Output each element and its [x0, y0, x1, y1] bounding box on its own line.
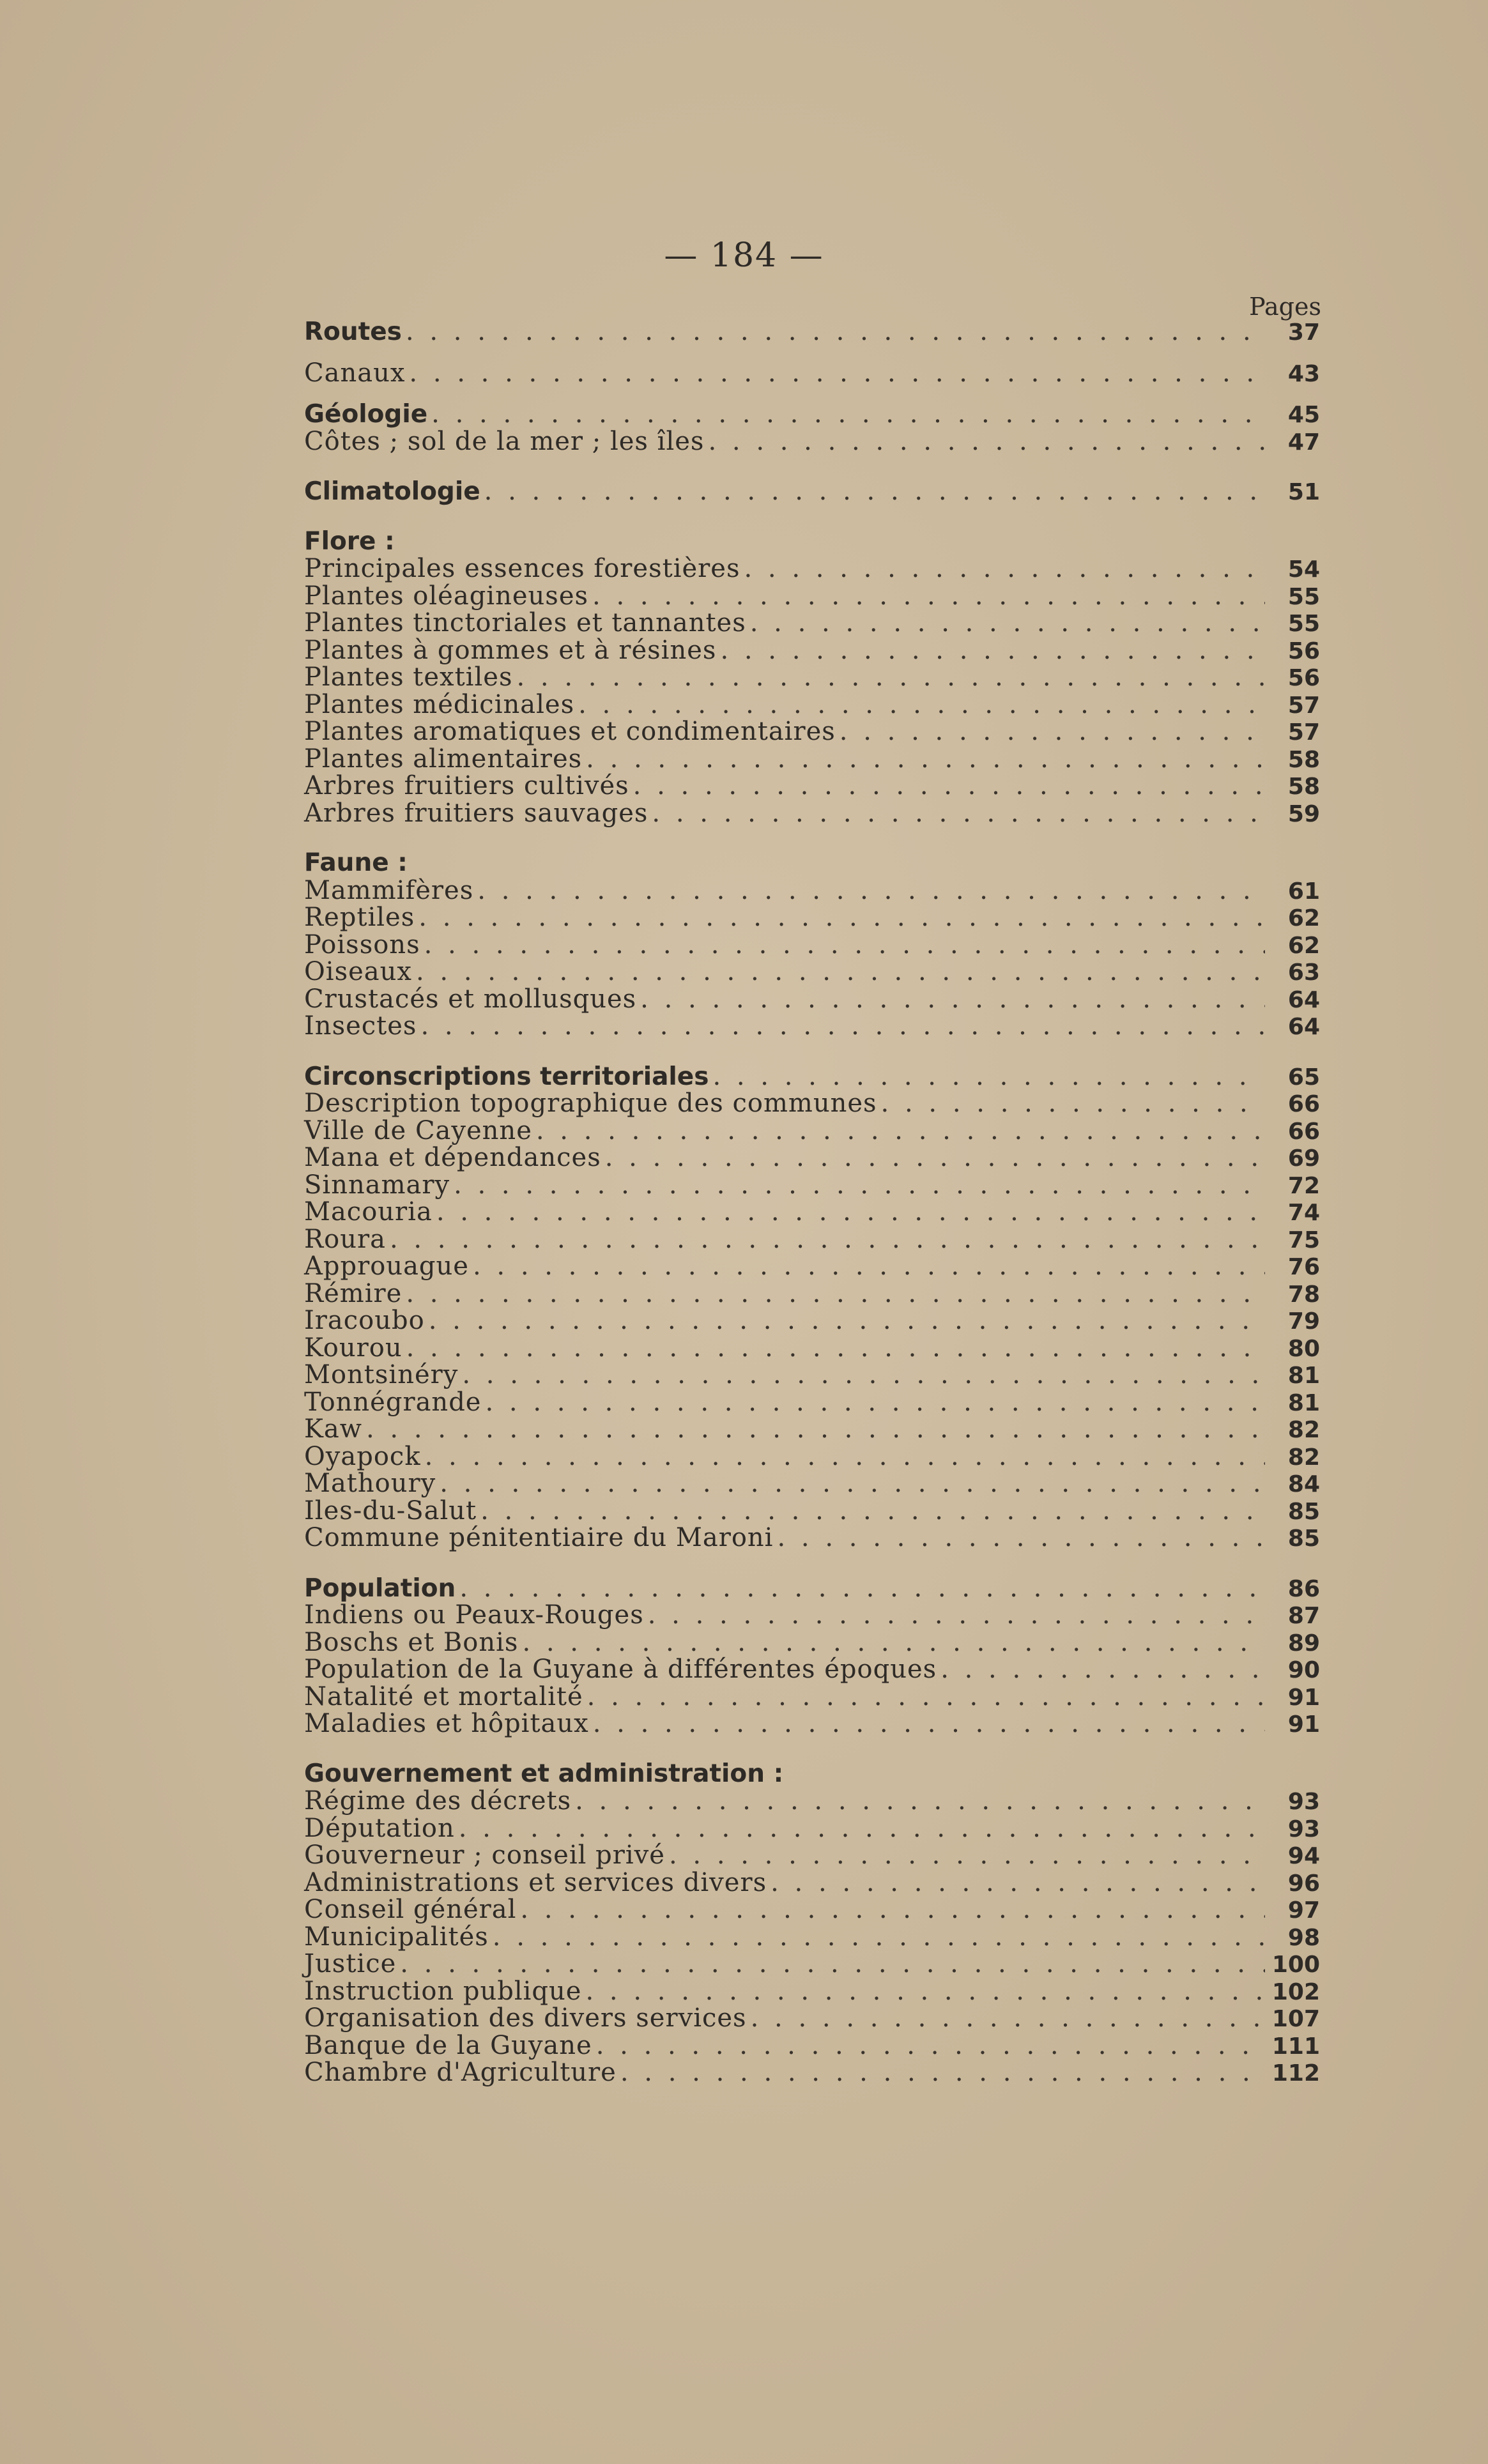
- entry-title: Population de la Guyane à différentes époques: [304, 1655, 937, 1684]
- dot-leader: [586, 746, 1265, 773]
- entry-title: Mathoury: [304, 1469, 436, 1498]
- entry-title: Reptiles: [304, 903, 415, 932]
- dot-leader: [420, 1013, 1265, 1040]
- toc-entry: [304, 1013, 1320, 1040]
- entry-page-number: 94: [1287, 1843, 1320, 1869]
- dot-leader: [390, 1226, 1265, 1253]
- dot-leader: [640, 986, 1265, 1013]
- entry-title: Justice: [304, 1949, 397, 1978]
- entry-title: Mammifères: [304, 875, 474, 905]
- dot-leader: [520, 1896, 1265, 1924]
- entry-page-number: 61: [1287, 878, 1320, 905]
- entry-page-number: 56: [1287, 665, 1320, 691]
- dot-leader: [593, 1710, 1265, 1738]
- entry-page-number: 62: [1287, 905, 1320, 931]
- entry-title: Sinnamary: [304, 1170, 450, 1200]
- spacer: [304, 1552, 1320, 1575]
- entry-title: Plantes tinctoriales et tannantes: [304, 608, 746, 638]
- entry-title: Arbres fruitiers cultivés: [304, 771, 629, 800]
- toc-entry: [304, 1524, 1320, 1552]
- toc-entry: [304, 1896, 1320, 1924]
- toc-entry: [304, 1629, 1320, 1657]
- toc-entry: [304, 958, 1320, 986]
- toc-entry: [304, 1335, 1320, 1362]
- dot-leader: [575, 1787, 1265, 1815]
- dot-leader: [712, 1063, 1265, 1090]
- entry-page-number: 91: [1287, 1711, 1320, 1738]
- entry-page-number: 47: [1287, 429, 1320, 455]
- entry-title: Conseil général: [304, 1895, 517, 1924]
- toc-entry: [304, 877, 1320, 905]
- entry-page-number: 59: [1287, 800, 1320, 827]
- entry-title: Municipalités: [304, 1922, 489, 1952]
- dot-leader: [596, 2032, 1265, 2060]
- dot-leader: [744, 555, 1266, 583]
- dot-leader: [425, 1443, 1265, 1471]
- spacer: [304, 386, 1320, 401]
- entry-title: Plantes oléagineuses: [304, 581, 589, 611]
- toc-entry: [304, 772, 1320, 800]
- entry-title: Indiens ou Peaux-Rouges: [304, 1600, 644, 1630]
- entry-page-number: 74: [1287, 1200, 1320, 1226]
- dot-leader: [440, 1470, 1265, 1497]
- entry-page-number: 72: [1287, 1172, 1320, 1199]
- dot-leader: [485, 1389, 1265, 1416]
- toc-entry: [304, 718, 1320, 746]
- toc-entry: [304, 1815, 1320, 1842]
- toc-entry: [304, 1978, 1320, 2005]
- toc-entry: [304, 904, 1320, 931]
- section-heading: Flore :: [304, 526, 395, 556]
- entry-title: Géologie: [304, 400, 428, 429]
- entry-page-number: 76: [1287, 1254, 1320, 1280]
- toc-entry: [304, 1090, 1320, 1117]
- dot-leader: [585, 1978, 1265, 2005]
- dot-leader: [431, 401, 1265, 428]
- entry-title: Plantes alimentaires: [304, 744, 583, 774]
- toc-entry: [304, 1226, 1320, 1253]
- dot-leader: [409, 360, 1265, 387]
- spacer: [304, 1738, 1320, 1761]
- entry-page-number: 37: [1287, 319, 1320, 346]
- entry-page-number: 58: [1287, 774, 1320, 800]
- toc-entry: [304, 2059, 1320, 2086]
- entry-page-number: 62: [1287, 932, 1320, 959]
- toc-entry: [304, 1416, 1320, 1443]
- entry-title: Poissons: [304, 930, 420, 960]
- entry-title: Iles-du-Salut: [304, 1496, 477, 1526]
- entry-title: Plantes aromatiques et condimentaires: [304, 717, 836, 746]
- dot-leader: [477, 877, 1265, 905]
- toc-entry: [304, 1683, 1320, 1711]
- dot-leader: [366, 1416, 1265, 1443]
- entry-page-number: 96: [1287, 1870, 1320, 1897]
- toc-major-entry: [304, 478, 1320, 505]
- toc-entry: [304, 1470, 1320, 1497]
- toc-entry: [304, 555, 1320, 583]
- spacer: [304, 346, 1320, 360]
- entry-title: Canaux: [304, 358, 406, 388]
- entry-title: Chambre d'Agriculture: [304, 2058, 617, 2087]
- entry-title: Ville de Cayenne: [304, 1115, 532, 1145]
- dot-leader: [652, 800, 1265, 827]
- entry-title: Administrations et services divers: [304, 1867, 767, 1897]
- dot-leader: [406, 1335, 1265, 1362]
- entry-title: Oyapock: [304, 1441, 421, 1471]
- dot-leader: [777, 1524, 1265, 1552]
- entry-page-number: 112: [1271, 2060, 1320, 2086]
- toc-entry: [304, 609, 1320, 637]
- entry-title: Mana et dépendances: [304, 1143, 601, 1172]
- dot-leader: [592, 583, 1265, 610]
- entry-title: Régime des décrets: [304, 1786, 572, 1816]
- dot-leader: [436, 1198, 1265, 1226]
- dot-leader: [751, 2005, 1265, 2032]
- entry-page-number: 56: [1287, 638, 1320, 664]
- entry-title: Arbres fruitiers sauvages: [304, 798, 648, 828]
- toc-entry: [304, 1787, 1320, 1815]
- dot-leader: [429, 1307, 1265, 1335]
- dot-leader: [459, 1575, 1265, 1602]
- entry-title: Plantes à gommes et à résines: [304, 635, 717, 665]
- toc-entry: [304, 664, 1320, 691]
- dot-leader: [578, 691, 1265, 719]
- toc-entry: [304, 1924, 1320, 1951]
- entry-title: Boschs et Bonis: [304, 1627, 519, 1657]
- entry-page-number: 69: [1287, 1145, 1320, 1172]
- entry-page-number: 102: [1271, 1978, 1320, 2005]
- entry-page-number: 55: [1287, 583, 1320, 610]
- entry-page-number: 91: [1287, 1684, 1320, 1711]
- entry-page-number: 65: [1287, 1064, 1320, 1090]
- dot-leader: [648, 1602, 1265, 1629]
- entry-page-number: 107: [1271, 2006, 1320, 2032]
- entry-page-number: 93: [1287, 1816, 1320, 1842]
- spacer: [304, 505, 1320, 528]
- entry-title: Plantes textiles: [304, 662, 513, 692]
- dot-leader: [536, 1117, 1265, 1145]
- pages-column-label: Pages: [1249, 293, 1321, 321]
- toc-entry: [304, 1602, 1320, 1629]
- toc-entry: [304, 1198, 1320, 1226]
- entry-title: Oiseaux: [304, 957, 412, 986]
- toc-entry: [304, 931, 1320, 959]
- entry-title: Population: [304, 1573, 456, 1603]
- section-heading: Faune :: [304, 848, 408, 877]
- entry-title: Macouria: [304, 1197, 433, 1227]
- dot-leader: [750, 609, 1265, 637]
- dot-leader: [406, 318, 1265, 346]
- table-of-contents: [304, 318, 1320, 2086]
- toc-major-entry: [304, 318, 1320, 346]
- toc-entry: [304, 1497, 1320, 1525]
- toc-entry: [304, 1656, 1320, 1683]
- toc-entry: [304, 691, 1320, 719]
- entry-page-number: 66: [1287, 1091, 1320, 1117]
- toc-entry: [304, 746, 1320, 773]
- entry-page-number: 86: [1287, 1575, 1320, 1602]
- dot-leader: [416, 958, 1265, 986]
- section-heading: Gouvernement et administration :: [304, 1759, 784, 1788]
- entry-title: Circonscriptions territoriales: [304, 1062, 709, 1091]
- toc-entry: [304, 583, 1320, 610]
- dot-leader: [400, 1950, 1265, 1978]
- entry-title: Commune pénitentiaire du Maroni: [304, 1523, 774, 1552]
- toc-entry: [304, 1144, 1320, 1172]
- dot-leader: [484, 478, 1265, 505]
- entry-title: Gouverneur ; conseil privé: [304, 1840, 665, 1870]
- entry-page-number: 64: [1287, 1014, 1320, 1040]
- dot-leader: [480, 1497, 1265, 1525]
- entry-title: Roura: [304, 1224, 386, 1254]
- entry-page-number: 79: [1287, 1308, 1320, 1335]
- dot-leader: [493, 1924, 1265, 1951]
- entry-title: Côtes ; sol de la mer ; les îles: [304, 426, 705, 456]
- toc-entry: [304, 637, 1320, 664]
- dot-leader: [605, 1144, 1265, 1172]
- dot-leader: [881, 1090, 1265, 1117]
- entry-page-number: 82: [1287, 1444, 1320, 1471]
- entry-title: Routes: [304, 318, 402, 346]
- entry-page-number: 51: [1287, 479, 1320, 505]
- dot-leader: [424, 931, 1265, 959]
- entry-page-number: 45: [1287, 402, 1320, 428]
- entry-page-number: 75: [1287, 1227, 1320, 1253]
- toc-entry: [304, 1389, 1320, 1416]
- entry-title: Maladies et hôpitaux: [304, 1709, 589, 1738]
- toc-entry: [304, 1117, 1320, 1145]
- entry-page-number: 54: [1287, 556, 1320, 583]
- dot-leader: [587, 1683, 1265, 1711]
- toc-entry: [304, 1172, 1320, 1199]
- toc-entry: [304, 1869, 1320, 1897]
- toc-entry: [304, 1307, 1320, 1335]
- entry-page-number: 87: [1287, 1603, 1320, 1629]
- entry-title: Approuague: [304, 1251, 469, 1281]
- page-number: — 184 —: [664, 236, 824, 275]
- entry-title: Tonnégrande: [304, 1387, 482, 1417]
- entry-title: Principales essences forestières: [304, 554, 740, 583]
- entry-title: Députation: [304, 1813, 455, 1843]
- entry-page-number: 57: [1287, 692, 1320, 719]
- toc-major-entry: [304, 401, 1320, 428]
- toc-entry: [304, 2005, 1320, 2032]
- dot-leader: [459, 1815, 1265, 1842]
- entry-page-number: 66: [1287, 1118, 1320, 1145]
- entry-title: Banque de la Guyane: [304, 2030, 592, 2060]
- entry-page-number: 43: [1287, 360, 1320, 387]
- dot-leader: [516, 664, 1265, 691]
- entry-page-number: 98: [1287, 1924, 1320, 1951]
- toc-entry: [304, 428, 1320, 455]
- entry-page-number: 82: [1287, 1417, 1320, 1443]
- toc-entry: [304, 1443, 1320, 1471]
- entry-title: Natalité et mortalité: [304, 1681, 583, 1711]
- dot-leader: [620, 2059, 1265, 2086]
- dot-leader: [771, 1869, 1265, 1897]
- entry-title: Rémire: [304, 1278, 403, 1308]
- entry-page-number: 89: [1287, 1630, 1320, 1657]
- dot-leader: [633, 772, 1265, 800]
- entry-title: Climatologie: [304, 477, 480, 506]
- entry-page-number: 63: [1287, 960, 1320, 986]
- toc-entry: [304, 360, 1320, 387]
- entry-page-number: 81: [1287, 1389, 1320, 1416]
- toc-entry: [304, 1842, 1320, 1869]
- entry-page-number: 93: [1287, 1789, 1320, 1815]
- entry-page-number: 84: [1287, 1471, 1320, 1497]
- toc-entry: [304, 1710, 1320, 1738]
- dot-leader: [406, 1280, 1265, 1308]
- entry-title: Iracoubo: [304, 1306, 425, 1335]
- entry-title: Plantes médicinales: [304, 689, 575, 719]
- spacer: [304, 1040, 1320, 1063]
- toc-major-entry: [304, 1063, 1320, 1090]
- entry-title: Insectes: [304, 1011, 417, 1041]
- toc-entry: [304, 1361, 1320, 1389]
- toc-entry: [304, 1253, 1320, 1280]
- dot-leader: [708, 428, 1265, 455]
- entry-title: Kaw: [304, 1414, 362, 1444]
- entry-page-number: 85: [1287, 1498, 1320, 1525]
- dot-leader: [473, 1253, 1265, 1280]
- toc-major-entry: [304, 1575, 1320, 1602]
- entry-title: Montsinéry: [304, 1360, 459, 1389]
- entry-page-number: 81: [1287, 1363, 1320, 1389]
- entry-title: Instruction publique: [304, 1976, 582, 2006]
- entry-title: Organisation des divers services: [304, 2003, 747, 2033]
- entry-page-number: 58: [1287, 746, 1320, 773]
- entry-page-number: 57: [1287, 719, 1320, 746]
- entry-page-number: 78: [1287, 1281, 1320, 1308]
- entry-page-number: 100: [1271, 1952, 1320, 1978]
- entry-page-number: 85: [1287, 1526, 1320, 1552]
- dot-leader: [418, 904, 1265, 931]
- dot-leader: [940, 1656, 1265, 1683]
- entry-title: Crustacés et mollusques: [304, 984, 637, 1014]
- toc-entry: [304, 2032, 1320, 2060]
- dot-leader: [720, 637, 1265, 664]
- entry-page-number: 64: [1287, 986, 1320, 1013]
- entry-title: Description topographique des communes: [304, 1089, 877, 1118]
- dot-leader: [522, 1629, 1265, 1657]
- toc-entry: [304, 1280, 1320, 1308]
- dot-leader: [454, 1172, 1265, 1199]
- entry-page-number: 111: [1271, 2033, 1320, 2060]
- entry-page-number: 55: [1287, 611, 1320, 637]
- spacer: [304, 827, 1320, 850]
- dot-leader: [462, 1361, 1265, 1389]
- spacer: [304, 455, 1320, 478]
- toc-entry: [304, 800, 1320, 827]
- dot-leader: [840, 718, 1265, 746]
- entry-page-number: 90: [1287, 1657, 1320, 1683]
- entry-title: Kourou: [304, 1333, 403, 1363]
- entry-page-number: 97: [1287, 1897, 1320, 1924]
- toc-entry: [304, 986, 1320, 1013]
- toc-entry: [304, 1950, 1320, 1978]
- dot-leader: [669, 1842, 1265, 1869]
- entry-page-number: 80: [1287, 1335, 1320, 1362]
